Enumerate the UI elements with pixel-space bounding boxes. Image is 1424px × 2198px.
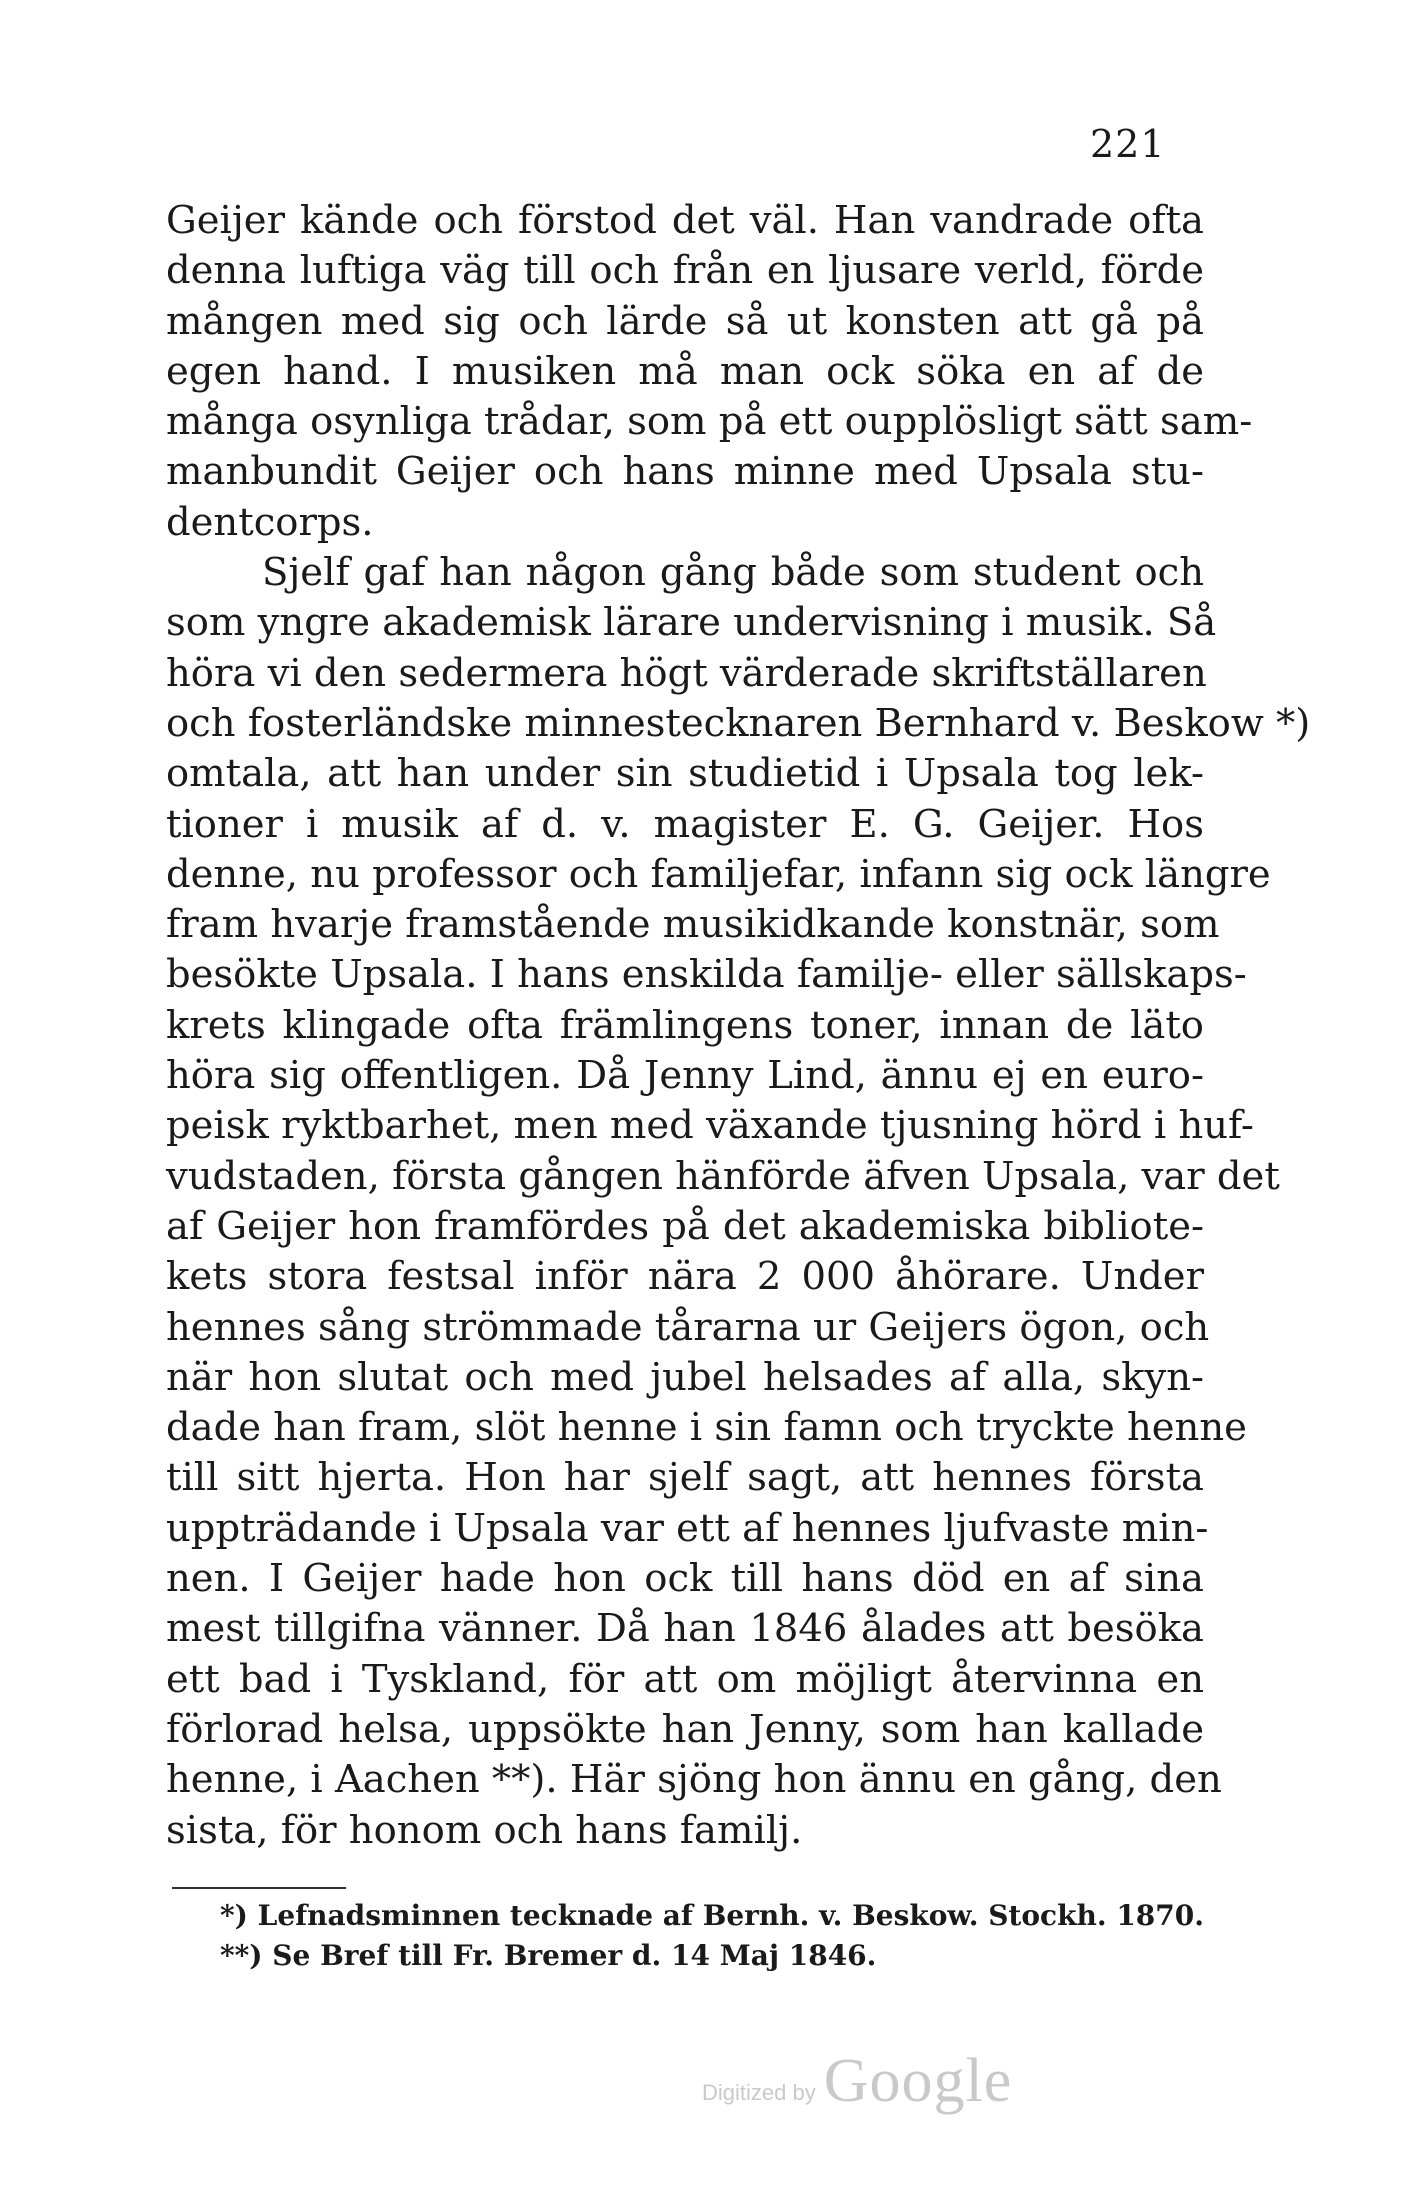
text-line: mången med sig och lärde så ut konsten att gå på: [166, 298, 1204, 344]
digitized-watermark: [702, 2040, 1012, 2116]
text-line: Geijer kände och förstod det väl. Han vandrade ofta: [166, 198, 1204, 243]
text-line: dentcorps.: [166, 499, 374, 545]
text-line: denne, nu professor och familjefar, infann sig ock längre: [166, 851, 1271, 897]
text-line: kets stora festsal inför nära 2 000 åhörare. Under: [166, 1254, 1204, 1300]
text-line: hennes sång strömmade tårarna ur Geijers ögon, och: [166, 1304, 1210, 1350]
text-line: besökte Upsala. I hans enskilda familje- eller sällskaps-: [166, 952, 1247, 998]
text-line: vudstaden, första gången hänförde äfven Upsala, var det: [166, 1153, 1280, 1199]
text-line: manbundit Geijer och hans minne med Upsala stu-: [166, 449, 1204, 495]
watermark-prefix: Digitized by: [702, 2080, 816, 2105]
text-line: höra vi den sedermera högt värderade skriftställaren: [166, 650, 1207, 696]
footnotes: [220, 1896, 1204, 1976]
text-line: egen hand. I musiken må man ock söka en af de: [166, 348, 1204, 394]
text-line: många osynliga trådar, som på ett oupplösligt sätt sam-: [166, 399, 1253, 445]
text-line: peisk ryktbarhet, men med växande tjusning hörd i huf-: [166, 1103, 1254, 1149]
text-line: och fosterländske minnestecknaren Bernhard v. Beskow *): [166, 700, 1311, 746]
google-logo: Google: [823, 2047, 1013, 2115]
text-line: nen. I Geijer hade hon ock till hans död en af sina: [166, 1556, 1204, 1602]
text-line: af Geijer hon framfördes på det akademiska bibliote-: [166, 1203, 1204, 1249]
text-line: tioner i musik af d. v. magister E. G. Geijer. Hos: [166, 801, 1204, 847]
text-line: höra sig offentligen. Då Jenny Lind, ännu ej en euro-: [166, 1053, 1204, 1099]
text-line: uppträdande i Upsala var ett af hennes ljufvaste min-: [166, 1505, 1209, 1551]
text-line: omtala, att han under sin studietid i Upsala tog lek-: [166, 751, 1204, 797]
page-number: 221: [1090, 122, 1166, 166]
text-line: förlorad helsa, uppsökte han Jenny, som han kallade: [166, 1706, 1204, 1752]
footnote: **) Se Bref till Fr. Bremer d. 14 Maj 1846.: [220, 1939, 877, 1972]
text-line: fram hvarje framstående musikidkande konstnär, som: [166, 902, 1220, 948]
text-line: henne, i Aachen **). Här sjöng hon ännu en gång, den: [166, 1757, 1222, 1803]
text-line: när hon slutat och med jubel helsades af alla, skyn-: [166, 1354, 1204, 1400]
text-line: dade han fram, slöt henne i sin famn och tryckte henne: [166, 1405, 1247, 1451]
text-line: ett bad i Tyskland, för att om möjligt återvinna en: [166, 1656, 1204, 1702]
text-line: krets klingade ofta främlingens toner, innan de läto: [166, 1002, 1204, 1048]
text-line: Sjelf gaf han någon gång både som student och: [262, 550, 1204, 596]
body-text: [166, 196, 1311, 1856]
footnote: *) Lefnadsminnen tecknade af Bernh. v. Beskow. Stockh. 1870.: [220, 1899, 1205, 1932]
text-line: denna luftiga väg till och från en ljusare verld, förde: [166, 248, 1204, 294]
text-line: som yngre akademisk lärare undervisning i musik. Så: [166, 600, 1217, 646]
text-line: till sitt hjerta. Hon har sjelf sagt, att hennes första: [166, 1455, 1204, 1501]
text-line: mest tillgifna vänner. Då han 1846 ålades att besöka: [166, 1606, 1204, 1652]
text-line: sista, för honom och hans familj.: [166, 1807, 803, 1853]
footnote-divider: [172, 1887, 346, 1889]
